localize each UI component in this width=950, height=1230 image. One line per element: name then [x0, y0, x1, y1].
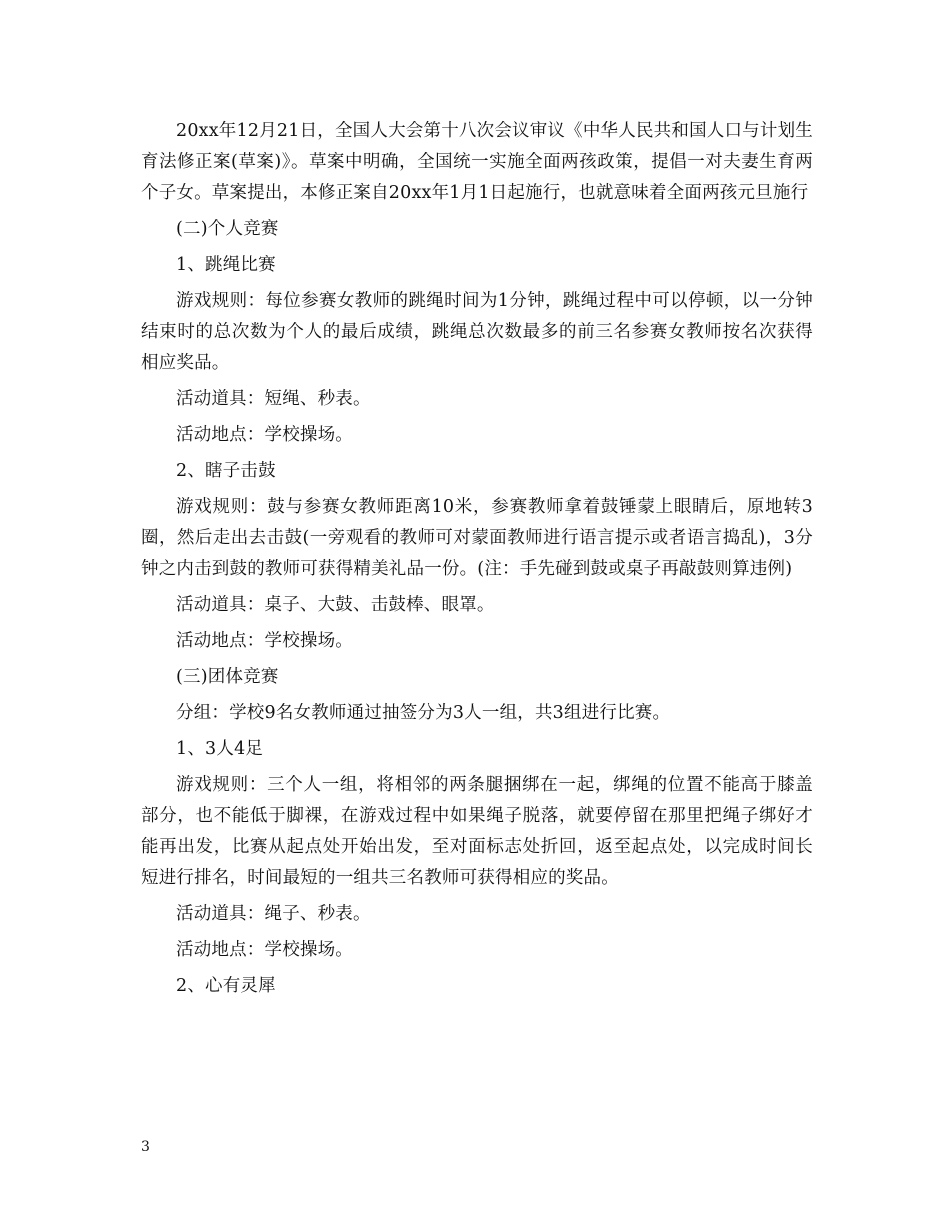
- paragraph-three-legged-props: 活动道具：绳子、秒表。: [176, 904, 371, 924]
- paragraph-policy-intro: 20xx年12月21日，全国人大会第十八次会议审议《中华人民共和国人口与计划生育法修正案(草案)》。草案中明确，全国统一实施全面两孩政策，提倡一对夫妻生育两个子女。草案提出，本修正案自20xx年1月1日起施行，也就意味着全面两孩元旦施行: [141, 121, 813, 203]
- heading-telepathy: 2、心有灵犀: [176, 976, 276, 996]
- heading-blind-drum: 2、瞎子击鼓: [176, 461, 276, 481]
- paragraph-rope-skipping-location: 活动地点：学校操场。: [176, 425, 353, 445]
- page-number: 3: [141, 1139, 150, 1155]
- heading-rope-skipping: 1、跳绳比赛: [176, 255, 276, 275]
- paragraph-blind-drum-rules: 游戏规则：鼓与参赛女教师距离10米，参赛教师拿着鼓锤蒙上眼睛后，原地转3圈，然后走出去击鼓(一旁观看的教师可对蒙面教师进行语言提示或者语言捣乱)，3分钟之内击到鼓的教师可获得精美礼品一份。(注：手先碰到鼓或桌子再敲鼓则算违例): [141, 497, 813, 579]
- paragraph-blind-drum-location: 活动地点：学校操场。: [176, 631, 353, 651]
- paragraph-blind-drum-props: 活动道具：桌子、大鼓、击鼓棒、眼罩。: [176, 595, 495, 615]
- paragraph-rope-skipping-rules: 游戏规则：每位参赛女教师的跳绳时间为1分钟，跳绳过程中可以停顿，以一分钟结束时的总次数为个人的最后成绩，跳绳总次数最多的前三名参赛女教师按名次获得相应奖品。: [141, 291, 813, 373]
- paragraph-grouping: 分组：学校9名女教师通过抽签分为3人一组，共3组进行比赛。: [176, 703, 671, 723]
- heading-individual-competition: (二)个人竞赛: [176, 219, 279, 239]
- paragraph-three-legged-location: 活动地点：学校操场。: [176, 940, 353, 960]
- document-body: [141, 116, 813, 1007]
- heading-team-competition: (三)团体竞赛: [176, 667, 279, 687]
- heading-three-legged-race: 1、3人4足: [176, 739, 264, 759]
- paragraph-three-legged-rules: 游戏规则：三个人一组，将相邻的两条腿捆绑在一起，绑绳的位置不能高于膝盖部分，也不能低于脚裸，在游戏过程中如果绳子脱落，就要停留在那里把绳子绑好才能再出发，比赛从起点处开始出发，至对面标志处折回，返至起点处，以完成时间长短进行排名，时间最短的一组共三名教师可获得相应的奖品。: [141, 775, 813, 888]
- paragraph-rope-skipping-props: 活动道具：短绳、秒表。: [176, 389, 371, 409]
